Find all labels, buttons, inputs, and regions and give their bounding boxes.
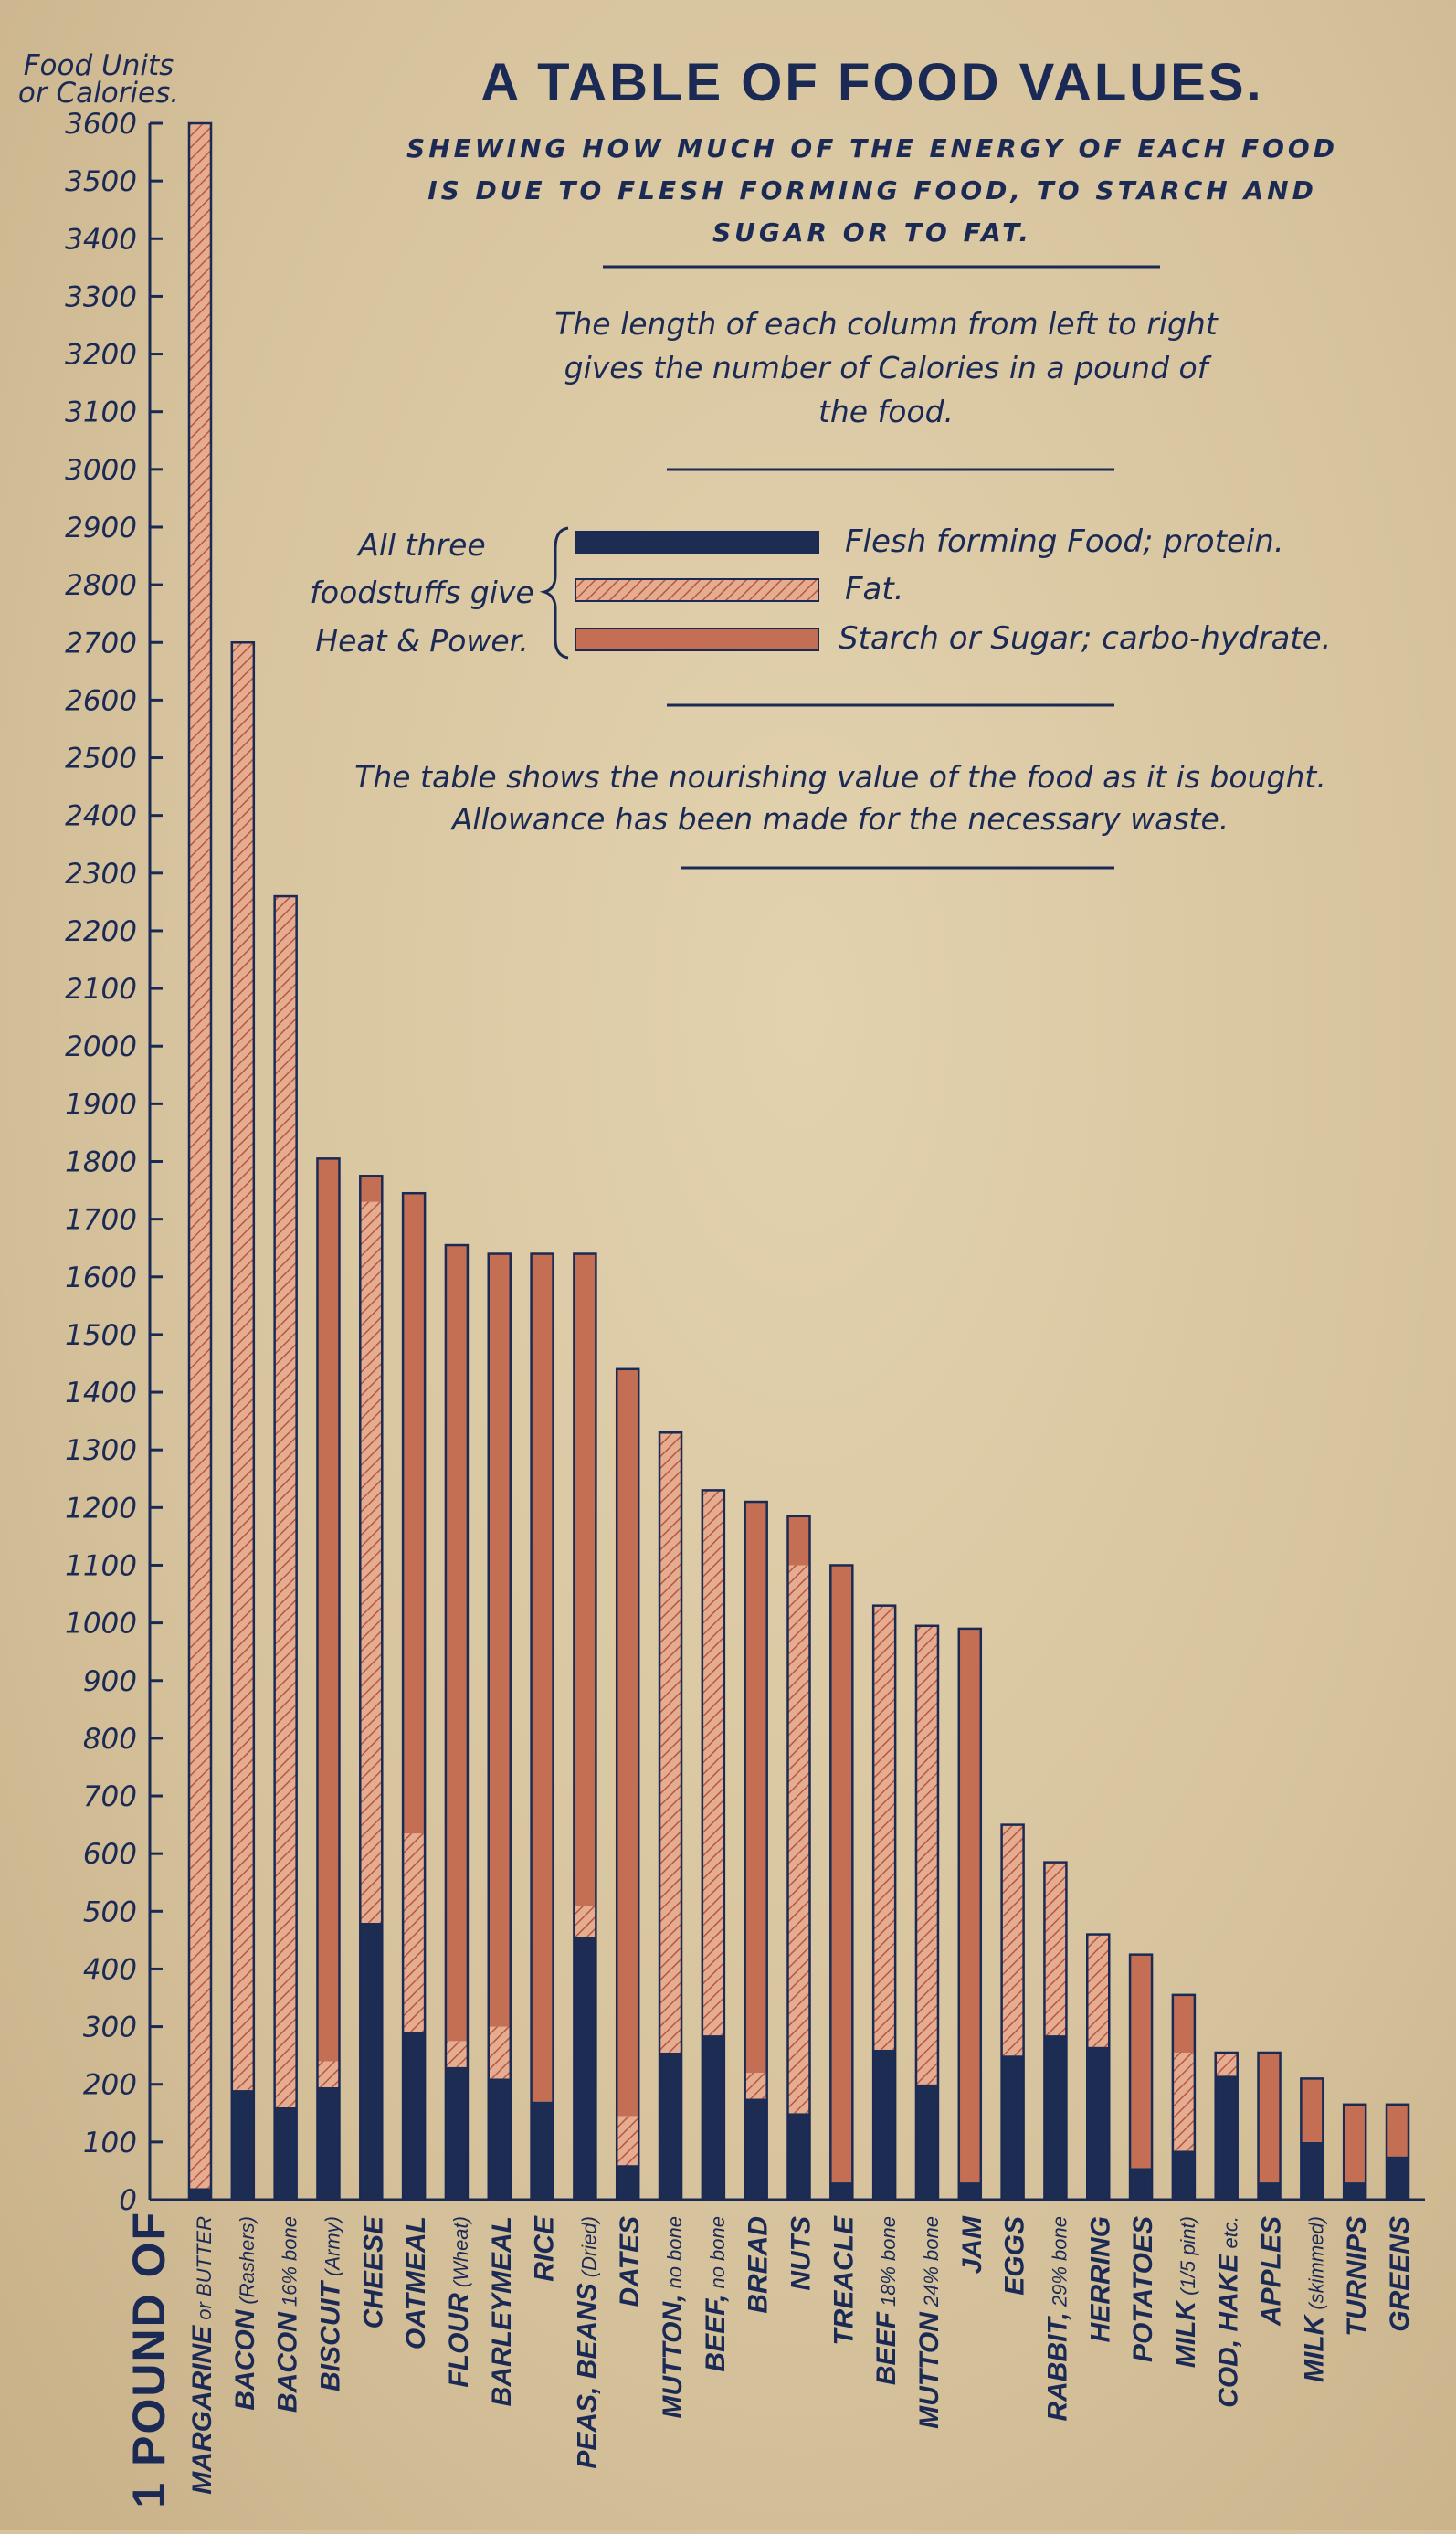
bar-segment-protein [275,2107,297,2200]
y-tick-label: 3200 [65,338,137,372]
category-label-main: BEEF [871,2312,902,2386]
category-label [701,2216,731,2372]
bar-segment-protein [189,2188,211,2200]
bar [403,1193,425,2200]
category-label-main: TURNIPS [1342,2216,1373,2337]
category-label [572,2216,602,2469]
legend-bracket-line-1: All three [358,527,486,563]
category-label-sub: etc. [1219,2216,1242,2249]
category-label [444,2216,474,2388]
bar-segment-protein [873,2050,895,2200]
bar [532,1254,554,2200]
bar [788,1516,810,2200]
bar [489,1254,511,2200]
y-tick-label: 3100 [65,396,137,429]
bar-segment-carbohydrate [745,1502,767,2073]
y-tick-label: 1500 [65,1318,137,1352]
y-tick-label: 2500 [65,742,137,776]
category-label [1171,2216,1201,2368]
y-tick-label: 1600 [65,1261,137,1294]
category-label [828,2215,859,2346]
bar-segment-carbohydrate [617,1369,638,2117]
category-label-sub: no bone [705,2216,729,2289]
bar-segment-protein [1044,2035,1066,2200]
bar [317,1158,339,2200]
bar-segment-carbohydrate [532,1254,554,2102]
category-label-sub: (Rashers) [235,2216,258,2305]
bar-segment-protein [532,2102,554,2200]
category-label [230,2216,260,2411]
category-label-main: BEEF, [700,2294,731,2372]
y-tick-label: 900 [82,1664,137,1698]
category-label [273,2216,303,2413]
bar [1002,1825,1024,2200]
y-tick-label: 2100 [65,973,137,1007]
legend-swatch-carbohydrate [575,628,818,650]
bar-segment-fat [1002,1825,1024,2056]
y-tick-label: 100 [82,2126,137,2159]
bars [189,123,1409,2200]
legend-swatch-protein [575,532,818,554]
bar-segment-fat [232,642,254,2090]
category-label [1299,2216,1329,2382]
chart-subtitle-line-2: IS DUE TO FLESH FORMING FOOD, TO STARCH AND [427,175,1317,206]
bar [574,1254,596,2200]
bar-segment-fat [659,1432,681,2053]
category-label [187,2216,217,2495]
y-tick-label: 1800 [65,1146,137,1179]
bar-segment-fat [403,1833,425,2032]
y-tick-label: 1700 [65,1203,137,1237]
y-tick-label: 1900 [65,1088,137,1122]
y-tick-label: 2000 [65,1030,137,1064]
category-label-sub: (1/5 pint) [1176,2216,1199,2296]
y-tick-label: 2200 [65,914,137,948]
bar-segment-carbohydrate [1387,2105,1409,2157]
y-tick-label: 2900 [65,511,137,544]
y-tick-label: 300 [82,2011,137,2044]
category-label-sub: (skimmed) [1304,2216,1328,2310]
bar-segment-protein [1387,2157,1409,2200]
category-label-sub: or BUTTER [193,2216,216,2320]
bar-segment-carbohydrate [489,1254,511,2027]
bar-segment-fat [617,2116,638,2165]
bar-segment-protein [1087,2047,1109,2200]
category-label-main: HERRING [1085,2216,1116,2343]
bar-segment-protein [317,2087,339,2200]
category-label [315,2216,345,2391]
y-tick-label: 2800 [65,569,137,603]
bar-segment-carbohydrate [1301,2078,1323,2141]
chart-title: A TABLE OF FOOD VALUES. [480,53,1264,112]
bar-segment-carbohydrate [1259,2053,1281,2182]
category-label [957,2215,987,2274]
y-tick-label: 2600 [65,684,137,718]
bar-segment-protein [1301,2142,1323,2200]
chart-subtitle-line-3: SUGAR OR TO FAT. [712,217,1033,248]
y-axis-label-line-2: or Calories. [17,77,180,110]
category-label-main: APPLES [1256,2216,1287,2327]
bar [1173,1995,1195,2200]
legend-bracket-line-3: Heat & Power. [315,623,529,659]
category-label-main: EGGS [999,2216,1030,2296]
category-label [487,2216,517,2406]
chart-subtitle-line-1: SHEWING HOW MUCH OF THE ENERGY OF EACH FOOD [406,133,1338,164]
bar [830,1565,852,2200]
bar-segment-protein [1002,2055,1024,2200]
category-label-sub: 24% bone [919,2216,943,2307]
y-tick-label: 800 [82,1722,137,1756]
legend-label-protein: Flesh forming Food; protein. [845,523,1284,560]
legend-swatch-fat [575,579,818,601]
y-tick-label: 2400 [65,799,137,833]
length-note-line-1: The length of each column from left to right [554,306,1218,342]
bar-segment-fat [1087,1935,1109,2047]
bar-segment-protein [403,2032,425,2200]
bar-segment-fat [873,1606,895,2050]
bar-segment-carbohydrate [1173,1995,1195,2053]
bar-segment-protein [232,2090,254,2200]
bar [745,1502,767,2200]
category-label-main: TREACLE [828,2216,860,2346]
category-label-main: BARLEYMEAL [486,2216,517,2407]
bar-segment-fat [916,1626,938,2085]
bar [959,1629,981,2200]
y-tick-label: 600 [82,1838,137,1872]
y-tick-label: 3500 [65,165,137,199]
bar-segment-fat [189,123,211,2188]
category-label-main: RICE [529,2216,560,2282]
category-label-main: NUTS [786,2216,817,2291]
y-tick-label: 2700 [65,627,137,660]
category-label [358,2215,388,2328]
category-label-main: MUTTON [913,2312,944,2429]
bar-segment-fat [788,1565,810,2113]
length-note-line-2: gives the number of Calories in a pound of [564,350,1208,385]
category-label-main: MILK [1170,2300,1201,2369]
category-label [1257,2216,1287,2327]
y-tick-label: 3400 [65,223,137,257]
bar [1130,1955,1152,2200]
bar-segment-fat [702,1490,724,2035]
bar-segment-protein [959,2182,981,2200]
bar-segment-protein [745,2099,767,2200]
category-label [1085,2216,1115,2342]
category-label [914,2216,944,2429]
y-axis-label-line-1: Food Units [23,49,174,82]
bar-segment-protein [830,2182,852,2200]
bar-segment-carbohydrate [446,1245,468,2041]
category-label [1385,2216,1415,2332]
category-label [401,2216,431,2349]
bar-segment-protein [1173,2150,1195,2200]
bar-segment-carbohydrate [360,1176,382,1201]
category-label-main: BREAD [743,2216,774,2314]
category-label [1000,2216,1030,2296]
category-label [1342,2216,1372,2337]
bar [1087,1935,1109,2200]
y-tick-label: 200 [82,2068,137,2102]
length-note-line-3: the food. [818,394,955,429]
category-label-main: JAM [956,2216,987,2275]
bar-segment-protein [446,2067,468,2200]
bar-segment-protein [702,2035,724,2200]
bar-segment-carbohydrate [830,1565,852,2182]
category-label-main: MARGARINE [187,2325,217,2495]
bar [659,1432,681,2200]
y-tick-label: 500 [82,1895,137,1929]
category-label-sub: (Dried) [577,2216,601,2278]
category-label [1128,2216,1158,2362]
bar [1216,2053,1238,2200]
legend [310,523,1331,659]
y-tick-label: 3600 [65,108,137,141]
category-label-sub: no bone [663,2216,687,2289]
bar-segment-fat [1173,2053,1195,2150]
bar-segment-fat [275,896,297,2107]
category-label-sub: 16% bone [278,2216,301,2307]
category-label-main: BACON [229,2309,260,2411]
y-tick-label: 700 [82,1780,137,1814]
category-label-sub: 29% bone [1048,2216,1071,2307]
bar [360,1176,382,2200]
bar-segment-carbohydrate [788,1516,810,1566]
bar [1387,2105,1409,2200]
category-label-main: GREENS [1385,2216,1415,2332]
category-label [615,2216,645,2307]
bar [1344,2105,1366,2200]
bar-segment-protein [617,2165,638,2200]
category-label-main: PEAS, BEANS [572,2283,603,2469]
legend-brace [544,528,568,658]
y-tick-label: 1000 [65,1607,137,1641]
legend-label-fat: Fat. [845,571,904,607]
y-tick-label: 1200 [65,1492,137,1526]
bar-segment-fat [360,1202,382,1923]
bar [189,123,211,2200]
bar-segment-protein [1259,2182,1281,2200]
table-note-line-2: Allowance has been made for the necessary waste. [451,801,1229,837]
y-tick-label: 3000 [65,453,137,487]
category-label [786,2216,817,2291]
category-label-main: BACON [272,2312,303,2413]
bar-segment-carbohydrate [574,1254,596,1906]
bar [1044,1863,1066,2200]
bar-segment-carbohydrate [403,1193,425,1833]
category-label [530,2215,560,2282]
bar-segment-fat [574,1906,596,1937]
y-tick-label: 400 [82,1953,137,1987]
category-label [744,2216,774,2314]
bar [916,1626,938,2200]
category-label-main: RABBIT, [1042,2312,1073,2422]
y-tick-label: 3300 [65,280,137,314]
bar-segment-carbohydrate [1344,2105,1366,2182]
category-label-main: CHEESE [358,2216,389,2329]
category-label-sub: (Army) [321,2216,344,2276]
bar-segment-protein [489,2078,511,2200]
bar-segment-carbohydrate [959,1629,981,2182]
y-tick-label: 1400 [65,1377,137,1410]
y-tick-label: 1300 [65,1434,137,1468]
y-tick-label: 1100 [65,1549,137,1583]
bar-segment-fat [489,2027,511,2079]
bar-segment-protein [1130,2168,1152,2200]
bar-segment-protein [1216,2075,1238,2200]
bar-segment-protein [916,2085,938,2200]
table-note-line-1: The table shows the nourishing value of the food as it is bought. [354,759,1326,795]
bar [275,896,297,2200]
bar-segment-carbohydrate [1130,1955,1152,2169]
bar-segment-carbohydrate [317,1158,339,2061]
bar [1259,2053,1281,2200]
category-label [871,2216,902,2385]
legend-bracket-line-2: foodstuffs give [310,575,534,610]
bar-segment-protein [360,1923,382,2200]
bar-segment-protein [574,1937,596,2200]
category-label-main: MILK [1299,2315,1330,2382]
bar [702,1490,724,2200]
category-label-main: DATES [615,2216,646,2307]
y-tick-label: 2300 [65,857,137,891]
bar-segment-fat [745,2073,767,2098]
category-label-sub: 18% bone [877,2216,901,2307]
bar [232,642,254,2200]
x-axis-label: 1 POUND OF [123,2211,174,2508]
bar-segment-fat [446,2041,468,2066]
bar-segment-fat [1216,2053,1238,2075]
bar [1301,2078,1323,2200]
bar-segment-fat [317,2061,339,2086]
bar [873,1606,895,2200]
bar-segment-protein [1344,2182,1366,2200]
category-label [658,2216,688,2419]
category-label-sub: (Wheat) [448,2216,472,2288]
category-label-main: POTATOES [1128,2216,1159,2363]
bar-segment-protein [659,2053,681,2200]
bar-segment-fat [1044,1863,1066,2035]
bar [446,1245,468,2200]
category-label-main: COD, HAKE [1213,2254,1244,2408]
category-labels [187,2215,1415,2495]
bar-segment-protein [788,2113,810,2200]
category-label-main: MUTTON, [658,2294,689,2419]
legend-label-carbohydrate: Starch or Sugar; carbo-hydrate. [839,620,1332,657]
category-label [1214,2216,1244,2408]
category-label [1042,2216,1072,2422]
category-label-main: BISCUIT [315,2281,346,2391]
category-label-main: OATMEAL [401,2216,432,2350]
bar [617,1369,638,2200]
category-label-main: FLOUR [443,2293,474,2388]
y-tick-label: 0 [119,2184,137,2217]
